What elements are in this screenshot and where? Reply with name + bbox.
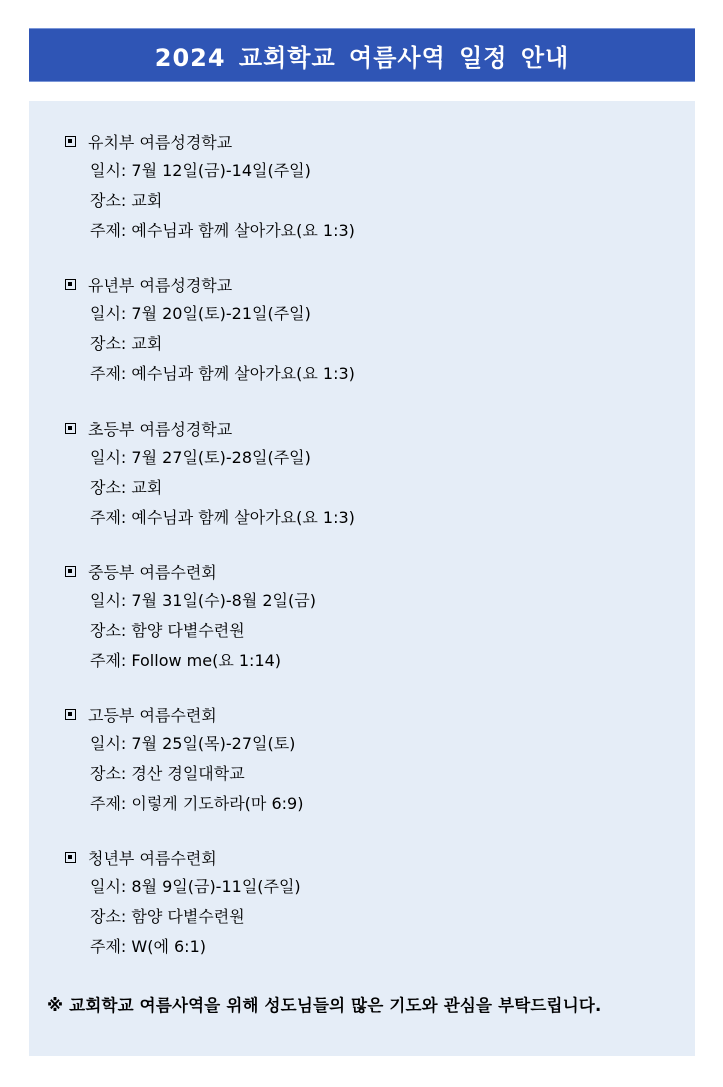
section-theme: 주제: W(에 6:1) (90, 937, 206, 956)
section-title: 초등부 여름성경학교 (88, 419, 233, 439)
section-title: 고등부 여름수련회 (88, 705, 217, 725)
section-title: 유년부 여름성경학교 (88, 275, 233, 295)
title-banner (29, 28, 695, 82)
section-elementary (65, 413, 685, 533)
section-high-school (65, 699, 685, 819)
section-theme: 주제: 예수님과 함께 살아가요(요 1:3) (90, 221, 355, 240)
prayer-request-notice: ※ 교회학교 여름사역을 위해 성도님들의 많은 기도와 관심을 부탁드립니다. (47, 996, 602, 1015)
section-date: 일시: 7월 31일(수)-8월 2일(금) (90, 591, 316, 610)
square-bullet-icon (65, 423, 76, 434)
section-place: 장소: 경산 경일대학교 (90, 764, 245, 783)
section-place: 장소: 함양 다볕수련원 (90, 621, 245, 640)
section-title: 유치부 여름성경학교 (88, 132, 233, 152)
section-theme: 주제: 이렇게 기도하라(마 6:9) (90, 794, 304, 813)
section-place: 장소: 교회 (90, 334, 163, 353)
section-elementary-lower (65, 269, 685, 389)
section-heading (65, 269, 685, 299)
section-title: 중등부 여름수련회 (88, 562, 217, 582)
square-bullet-icon (65, 566, 76, 577)
section-theme: 주제: 예수님과 함께 살아가요(요 1:3) (90, 508, 355, 527)
section-theme: 주제: 예수님과 함께 살아가요(요 1:3) (90, 364, 355, 383)
section-place: 장소: 함양 다볕수련원 (90, 907, 245, 926)
section-heading (65, 126, 685, 156)
section-place: 장소: 교회 (90, 191, 163, 210)
section-middle-school (65, 556, 685, 676)
section-theme: 주제: Follow me(요 1:14) (90, 651, 282, 670)
section-title: 청년부 여름수련회 (88, 848, 217, 868)
section-date: 일시: 7월 12일(금)-14일(주일) (90, 161, 311, 180)
square-bullet-icon (65, 136, 76, 147)
square-bullet-icon (65, 852, 76, 863)
section-heading (65, 413, 685, 443)
section-heading (65, 842, 685, 872)
section-date: 일시: 7월 27일(토)-28일(주일) (90, 448, 311, 467)
section-date: 일시: 7월 25일(목)-27일(토) (90, 734, 296, 753)
section-place: 장소: 교회 (90, 478, 163, 497)
page-title: 2024 교회학교 여름사역 일정 안내 (154, 43, 570, 72)
section-date: 일시: 7월 20일(토)-21일(주일) (90, 304, 311, 323)
section-date: 일시: 8월 9일(금)-11일(주일) (90, 877, 301, 896)
section-heading (65, 699, 685, 729)
square-bullet-icon (65, 709, 76, 720)
square-bullet-icon (65, 279, 76, 290)
schedule-panel (29, 101, 695, 1056)
section-young-adults (65, 842, 685, 962)
section-heading (65, 556, 685, 586)
section-kindergarten (65, 126, 685, 246)
